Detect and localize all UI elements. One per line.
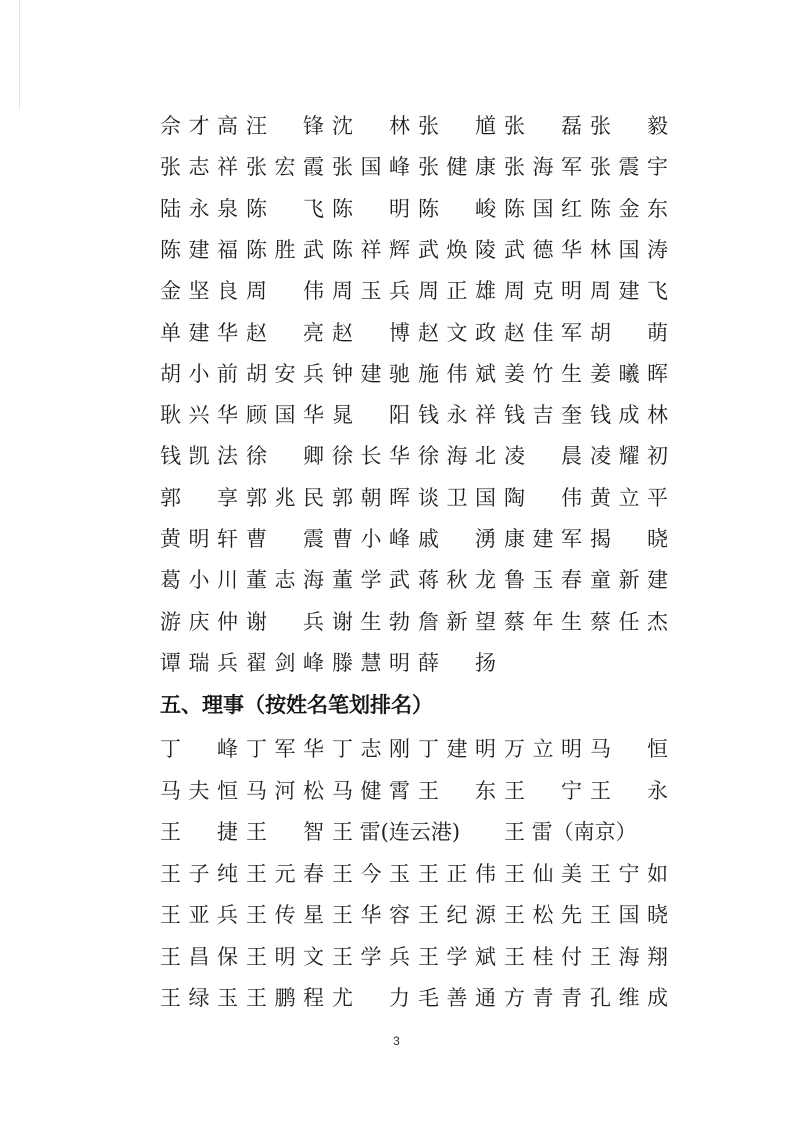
person-name: 张健康 (418, 155, 496, 180)
person-name: 陈 峻 (418, 196, 496, 221)
person-name: 周正雄 (418, 279, 496, 304)
person-name: 徐海北 (418, 444, 496, 469)
person-name: 陶 伟 (504, 485, 582, 510)
person-name: 金坚良 (160, 279, 238, 304)
person-name: 赵 亮 (246, 320, 324, 345)
person-name: 郭兆民 (246, 485, 324, 510)
person-name: 万立明 (504, 737, 582, 761)
person-name: 滕慧明 (332, 650, 410, 675)
scan-margin-line (19, 0, 20, 110)
person-name: 耿兴华 (160, 403, 238, 428)
person-name: 周克明 (504, 279, 582, 304)
person-name: 蔡任杰 (590, 609, 668, 634)
person-name: 陈金东 (590, 196, 668, 221)
person-name: 谈卫国 (418, 485, 496, 510)
person-name: 詹新望 (418, 609, 496, 634)
person-name: 凌耀初 (590, 444, 668, 469)
person-name: 王 宁 (504, 778, 582, 803)
person-name: 姜曦晖 (590, 361, 668, 386)
person-name: 徐长华 (332, 444, 410, 469)
person-name: 郭朝晖 (332, 485, 410, 510)
person-name: 王正伟 (418, 861, 496, 886)
person-name: 武德华 (504, 237, 582, 262)
person-name: 张国峰 (332, 155, 410, 180)
person-name: 郭 享 (160, 485, 238, 510)
person-name: 王亚兵 (160, 903, 238, 927)
section-heading-directors: 五、理事（按姓名笔划排名） (160, 693, 433, 717)
person-name: 陈祥辉 (332, 237, 410, 262)
person-name: 陈建福 (160, 237, 238, 262)
person-name: 马夫恒 (160, 778, 238, 803)
person-name: 张 磊 (504, 114, 582, 138)
person-name: 武焕陵 (418, 237, 496, 262)
person-name: 王仙美 (504, 861, 582, 886)
person-name: 王桂付 (504, 944, 582, 969)
person-name: 康建军 (504, 527, 582, 551)
person-name: 凌 晨 (504, 444, 582, 469)
person-name: 沈 林 (332, 114, 410, 138)
person-name: 黄立平 (590, 485, 668, 510)
person-name: 赵佳军 (504, 320, 582, 345)
person-name: 徐 卿 (246, 444, 324, 469)
person-name: 揭 晓 (590, 527, 668, 551)
person-name: 薛 扬 (418, 650, 496, 675)
person-name: 赵 博 (332, 320, 410, 345)
person-name: 王元春 (246, 861, 324, 886)
person-name: 曹 震 (246, 527, 324, 551)
person-name: 胡安兵 (246, 361, 324, 386)
person-name: 王学兵 (332, 944, 410, 969)
person-name: 胡小前 (160, 361, 238, 386)
person-name: 钱成林 (590, 403, 668, 428)
person-name: 王国晓 (590, 903, 668, 927)
person-name: 王华容 (332, 903, 410, 927)
person-name: 童新建 (590, 568, 668, 593)
person-name: 王今玉 (332, 861, 410, 886)
person-name: 董志海 (246, 568, 324, 593)
person-name: 钱永祥 (418, 403, 496, 428)
person-name: 赵文政 (418, 320, 496, 345)
person-name: 陈 明 (332, 196, 410, 221)
person-name: 王 雷（南京） (504, 820, 637, 844)
person-name: 汪 锋 (246, 114, 324, 138)
person-name: 王子纯 (160, 861, 238, 886)
page-number: 3 (393, 1034, 400, 1048)
person-name: 尤 力 (332, 986, 410, 1010)
person-name: 马健霄 (332, 778, 410, 803)
person-name: 王 智 (246, 820, 324, 844)
person-name: 马 恒 (590, 737, 668, 761)
person-name: 张 毅 (590, 114, 668, 138)
person-name: 王传星 (246, 903, 324, 927)
person-name: 晁 阳 (332, 403, 410, 428)
person-name: 葛小川 (160, 568, 238, 593)
person-name: 周玉兵 (332, 279, 410, 304)
person-name: 陈 飞 (246, 196, 324, 221)
person-name: 丁 峰 (160, 737, 238, 761)
person-name: 钱吉奎 (504, 403, 582, 428)
person-name: 王纪源 (418, 903, 496, 927)
person-name: 丁志刚 (332, 737, 410, 761)
person-name: 单建华 (160, 320, 238, 345)
person-name: 周 伟 (246, 279, 324, 304)
person-name: 丁建明 (418, 737, 496, 761)
person-name: 谭瑞兵 (160, 650, 238, 675)
person-name: 蒋秋龙 (418, 568, 496, 593)
person-name: 谢生勃 (332, 609, 410, 634)
person-name: 孔维成 (590, 986, 668, 1010)
person-name: 王宁如 (590, 861, 668, 886)
person-name: 钱凯法 (160, 444, 238, 469)
person-name: 陈国红 (504, 196, 582, 221)
person-name: 翟剑峰 (246, 650, 324, 675)
person-name: 马河松 (246, 778, 324, 803)
person-name: 王海翔 (590, 944, 668, 969)
person-name: 王 永 (590, 778, 668, 803)
person-name: 陈胜武 (246, 237, 324, 262)
person-name: 董学武 (332, 568, 410, 593)
person-name: 谢 兵 (246, 609, 324, 634)
person-name: 方青青 (504, 986, 582, 1010)
person-name: 王明文 (246, 944, 324, 969)
person-name: 王松先 (504, 903, 582, 927)
person-name: 陆永泉 (160, 196, 238, 221)
person-name: 顾国华 (246, 403, 324, 428)
person-name: 胡 萌 (590, 320, 668, 345)
person-name: 王绿玉 (160, 986, 238, 1010)
person-name: 游庆仲 (160, 609, 238, 634)
person-name: 张宏霞 (246, 155, 324, 180)
person-name: 王 捷 (160, 820, 238, 844)
person-name: 佘才高 (160, 114, 238, 138)
person-name: 张海军 (504, 155, 582, 180)
person-name: 曹小峰 (332, 527, 410, 551)
person-name: 王 雷(连云港) (332, 820, 461, 844)
person-name: 张 馗 (418, 114, 496, 138)
person-name: 王学斌 (418, 944, 496, 969)
person-name: 丁军华 (246, 737, 324, 761)
person-name: 毛善通 (418, 986, 496, 1010)
person-name: 鲁玉春 (504, 568, 582, 593)
person-name: 王鹏程 (246, 986, 324, 1010)
person-name: 姜竹生 (504, 361, 582, 386)
person-name: 钟建驰 (332, 361, 410, 386)
person-name: 周建飞 (590, 279, 668, 304)
person-name: 蔡年生 (504, 609, 582, 634)
person-name: 戚 湧 (418, 527, 496, 551)
person-name: 王昌保 (160, 944, 238, 969)
person-name: 黄明轩 (160, 527, 238, 551)
person-name: 林国涛 (590, 237, 668, 262)
person-name: 张志祥 (160, 155, 238, 180)
person-name: 张震宇 (590, 155, 668, 180)
person-name: 王 东 (418, 778, 496, 803)
person-name: 施伟斌 (418, 361, 496, 386)
